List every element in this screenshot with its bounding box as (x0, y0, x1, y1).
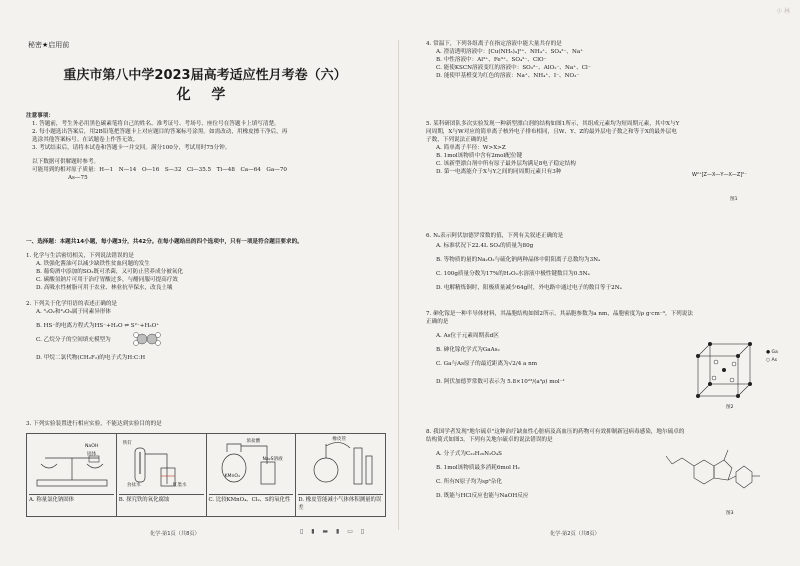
q4-stem: 4. 常温下，下列各组离子在指定溶液中能大量共存的是 (426, 41, 562, 47)
q2-option-b: B. HS⁻的电离方程式为HS⁻+H₂O ⇌ S²⁻+H₃O⁺ (36, 323, 160, 329)
label-brine: 食盐水 (126, 483, 141, 488)
atomic-masses-cont: As—75 (68, 175, 88, 181)
balance-figure (27, 434, 117, 498)
q7-stem-2: 正确的是 (426, 319, 449, 325)
question-5 (426, 120, 786, 176)
label-conc-hcl: 浓盐酸 (246, 439, 261, 444)
q1-option-d: D. 高吸水性树脂可用于农业、林业抗旱保水，改良土壤 (36, 285, 173, 291)
q5-structure: W²⁺[Z—X—Y—X—Z]²⁻ (692, 172, 747, 178)
q5-option-c: C. 该新型漂白剂中所有原子最外层均满足8电子稳定结构 (436, 161, 576, 167)
question-1 (26, 252, 386, 292)
notice-item: 选涂其他答案标号。在试题卷上作答无效。 (32, 137, 139, 143)
q7-option-a: A. As位于元素周期表d区 (436, 333, 499, 339)
q6-option-d: D. 电解精炼铜时，阳极质量减少64g时，外电路中通过电子的数目等于2Nₐ (436, 285, 622, 291)
q7-stem-1: 7. 砷化镓是一种半导体材料，其晶胞结构如图2所示，其晶胞参数为a nm，晶胞密度为ρ g·cm⁻³，下列说法 (426, 311, 693, 317)
q3-caption-a: A. 称量氯化钠固体 (29, 494, 114, 514)
legend-ga: ● Ga (766, 350, 778, 355)
q6-stem: 6. Nₐ表示阿伏加德罗常数的值，下列有关叙述正确的是 (426, 233, 564, 239)
data-intro: 以下数据可供解题时参考。 (32, 159, 100, 165)
label-na2s: Na₂S溶液 (262, 457, 283, 462)
label-nail: 铁钉 (122, 441, 132, 446)
gas-volume-figure (296, 434, 386, 498)
label-red-ink: 红墨水 (172, 483, 187, 488)
section-heading (26, 238, 386, 246)
notice-block (26, 112, 386, 182)
q1-option-c: C. 碳酸氢钠片可用于治疗胃酸过多，与醋同服可提高疗效 (36, 277, 178, 283)
figure-3-label: 图3 (726, 511, 734, 516)
q3-caption-d: D. 橡皮管能减小气体体积测量的误差 (298, 494, 383, 514)
q3-cell-a (26, 433, 116, 517)
notice-heading: 注意事项： (26, 113, 54, 119)
q3-cell-b (116, 433, 206, 517)
q2-option-c-row (26, 336, 386, 344)
footer-left: 化学·第1页（共8页） (150, 531, 200, 537)
q2-stem: 2. 下列关于化学用语的表述正确的是 (26, 301, 118, 307)
q5-option-b: B. 1mol该物质中含有2mol配位键 (436, 153, 523, 159)
footer-right: 化学·第2页（共8页） (550, 531, 600, 537)
q4-option-b: B. 中性溶液中：Al³⁺、Fe³⁺、SO₄²⁻、ClO⁻ (436, 57, 547, 63)
secret-mark: 秘密★启用前 (28, 41, 70, 49)
q6-option-b: B. 等物质的量的Na₂O₂与硫化钠两种晶体中阴阳离子总数均为3Nₐ (436, 257, 601, 263)
exam-title: 重庆市第八中学2023届高考适应性月考卷（六） (63, 68, 347, 83)
q5-option-d: D. 第一电离能介于X与Y之间的同周期元素只有3种 (436, 169, 562, 175)
q3-caption-b: B. 探究铁的氧化腐蚀 (119, 494, 204, 514)
label-rubber-tube: 橡皮管 (332, 437, 347, 442)
label-naoh: NaOH (85, 444, 99, 449)
q3-cell-c (206, 433, 296, 517)
q4-option-c: C. 能使KSCN溶液变红的溶液中：SO₃²⁻、AlO₂⁻、Na⁺、Cl⁻ (436, 65, 591, 71)
diltiazem-structure-figure (664, 446, 764, 506)
question-2 (26, 300, 386, 362)
q5-stem-1: 5. 某科研团队多次实验发现一种新型漂白剂的结构如图1所示，其组成元素均为短周期元素，其中X与Y (426, 121, 680, 127)
notice-item: 1. 答题前，考生务必用黑色碳素笔将自己的姓名、准考证号、考场号、座位号在答题卡上填写清楚。 (32, 121, 280, 127)
q7-option-c: C. Ga与As原子的最近距离为√2/4 a nm (436, 361, 538, 367)
q2-option-d: D. 甲烷二氯代物(CH₂F₂)的电子式为H:C:H (36, 355, 146, 361)
q7-option-b: B. 砷化镓化学式为GaAs₂ (436, 347, 500, 353)
q1-option-b: B. 葡萄酒中添加的SO₂既可杀菌，又可防止营养成分被氧化 (36, 269, 183, 275)
page-gutter (398, 40, 399, 530)
q7-option-d: D. 阿伏加德罗常数可表示为 5.8×10²³/(a³ρ) mol⁻¹ (436, 379, 565, 385)
section1-heading: 一、选择题：本题共14小题，每小题3分，共42分。在每小题给出的四个选项中，只有一项是符合题目要求的。 (26, 239, 303, 245)
ethane-model-figure (130, 332, 170, 346)
question-6 (426, 232, 786, 292)
q3-apparatus-row (26, 433, 386, 517)
question-4 (426, 40, 786, 80)
q8-option-b: B. 1mol该物质最多消耗6mol H₂ (436, 465, 520, 471)
q8-stem-2: 结构简式如图3，下列有关地尔硫卓的说法错误的是 (426, 437, 553, 443)
label-solid: 固体 (87, 452, 97, 457)
notice-item: 3. 考试结束后，请将本试卷和答题卡一并交回。满分100分，考试用时75分钟。 (32, 145, 231, 151)
q8-option-a: A. 分子式为C₂₂H₂₆N₂O₄S (436, 451, 502, 457)
q3-stem: 3. 下列实验装置进行相应实验，不能达到实验目的的是 (26, 421, 162, 427)
q1-option-a: A. 铁强化酱油可以减少缺铁性贫血问题的发生 (36, 261, 150, 267)
q5-stem-2: 同周期，X与W对应的简单离子核外电子排布相同，且W、Y、Z的最外层电子数之和等于X的最外层电 (426, 129, 677, 135)
legend-as: ○ As (766, 358, 778, 363)
barcode-mark: ▯ ▮ ▬ ▮ ▭ ▯ (300, 528, 368, 535)
question-3 (26, 420, 386, 428)
q4-option-d: D. 能使甲基橙变为红色的溶液：Na⁺、NH₄⁺、I⁻、NO₃⁻ (436, 73, 580, 79)
figure-1-label: 图1 (730, 197, 738, 202)
corner-stamp: 小 林 (776, 8, 790, 15)
figure-2-label: 图2 (726, 405, 734, 410)
q5-option-a: A. 简单离子半径：W>X>Z (436, 145, 506, 151)
label-kmno4: KMnO₄ (224, 474, 240, 479)
page-right (400, 0, 800, 566)
q6-option-c: C. 100g质量分数为17%的H₂O₂水溶液中极性键数目为0.5Nₐ (436, 271, 590, 277)
notice-item: 2. 每小题选出答案后，用2B铅笔把答题卡上对应题目的答案标号涂黑。如需改动，用橡皮擦干净后，再 (32, 129, 288, 135)
q1-stem: 1. 化学与生活密切相关，下列说法错误的是 (26, 253, 134, 259)
q3-caption-c: C. 比较KMnO₄、Cl₂、S的氧化性 (209, 494, 294, 514)
q6-option-a: A. 标准状况下22.4L SO₃的质量为80g (436, 243, 534, 249)
atomic-masses: 可能用到的相对原子质量：H—1 N—14 O—16 S—32 Cl—35.5 Ti—48 Ca—64 Ga—70 (32, 167, 287, 173)
q5-stem-3: 子数，下列说法正确的是 (426, 137, 488, 143)
q2-option-a: A. ³₂O₂和⁴₂O₃属于同素异形体 (36, 309, 111, 315)
q4-option-a: A. 澄清透明溶液中：[Cu(NH₃)₄]²⁺、NH₄⁺、SO₄²⁻、Na⁺ (436, 49, 584, 55)
q8-option-c: C. 所有N原子均为sp³杂化 (436, 479, 502, 485)
q3-cell-d (295, 433, 386, 517)
exam-subject: 化 学 (176, 87, 234, 103)
q8-option-d: D. 既能与HCl反应也能与NaOH反应 (436, 493, 529, 499)
q8-stem-1: 8. 我国学者发现"地尔硫卓"这种治疗缺血性心脏病及高血压的药物可有效抑制新冠病毒感染，地尔硫卓的 (426, 429, 685, 435)
q2-option-c: C. 乙烷分子的空间填充模型为 (36, 337, 111, 343)
gaas-unit-cell-figure (690, 340, 760, 402)
